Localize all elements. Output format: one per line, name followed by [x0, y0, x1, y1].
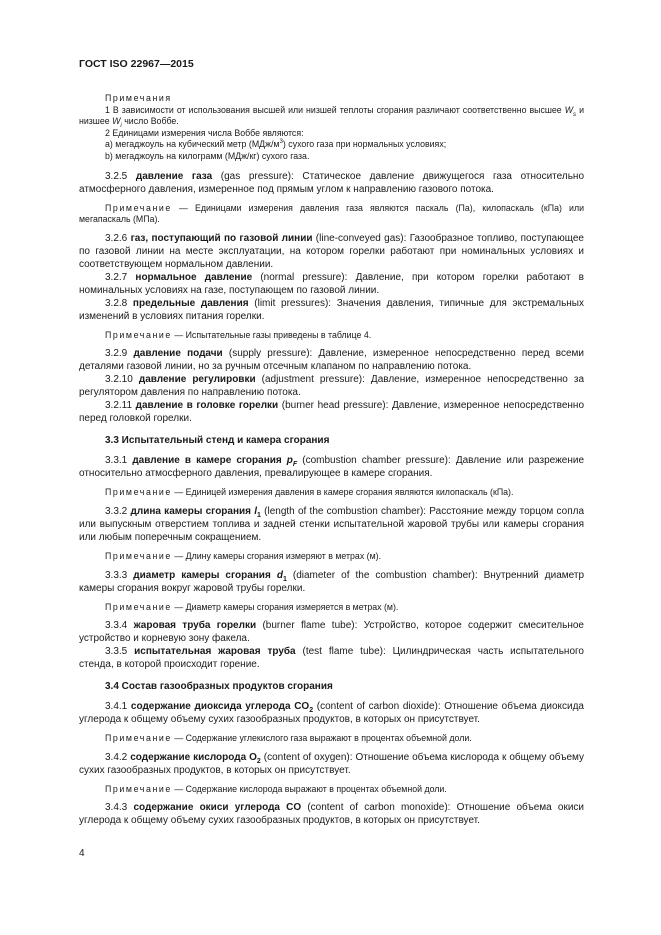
clause-3-2-8: 3.2.8 предельные давления (limit pressures): Значения давления, типичные для экстремальных изменений в условиях питания горелки.: [79, 297, 584, 322]
clause-3-2-5: 3.2.5 давление газа (gas pressure): Статическое давление движущегося газа относительно атмосферного давления, измеренное под прямым углом к направлению газового потока.: [79, 170, 585, 195]
note-2b: b) мегаджоуль на килограмм (МДж/кг) сухого газа.: [105, 150, 310, 161]
note-3-4-1: Примечание — Содержание углекислого газа выражают в процентах объемной доли.: [105, 733, 472, 744]
clause-3-2-9: 3.2.9 давление подачи (supply pressure): Давление, измеренное непосредственно перед всеми деталями газовой линии, но за ручным отсечным клапаном по направлению потока.: [79, 348, 585, 373]
clause-3-2-6: 3.2.6 газ, поступающий по газовой линии (line-conveyed gas): Газообразное топливо, поступающее по газовой линии на месте эксплуатации, на котором горелки работают при номинальных условиях и соответствующем нормальном давлении.: [79, 232, 584, 270]
clause-3-3-3: 3.3.3 диаметр камеры сгорания $d_1$ (diameter of the combustion chamber): Внутренний диаметр камеры сгорания вокруг жаровой трубы горелки.: [79, 569, 585, 594]
note-3-4-2: Примечание — Содержание кислорода выражают в процентах объемной доли.: [105, 783, 447, 794]
note-2: 2 Единицами измерения числа Воббе являются:: [105, 127, 304, 138]
clause-3-2-10: 3.2.10 давление регулировки (adjustment pressure): Давление, измеренное непосредственно за регулятором давления по направлению потока.: [79, 374, 585, 399]
section-heading-3-3: 3.3 Испытательный стенд и камера сгорания: [105, 435, 330, 447]
section-heading-3-4: 3.4 Состав газообразных продуктов сгорания: [105, 681, 333, 693]
note-3-3-2: Примечание — Длину камеры сгорания измеряют в метрах (м).: [105, 550, 382, 561]
note-3-3-1: Примечание — Единицей измерения давления в камере сгорания являются килопаскаль (кПа).: [105, 487, 514, 498]
page-number: 4: [79, 848, 85, 859]
note-2a: а) мегаджоуль на кубический метр $(МДж/м^3)$ сухого газа при нормальных условиях;: [105, 138, 447, 150]
clause-3-3-2: 3.3.2 длина камеры сгорания $l_1$ (length of the combustion chamber): Расстояние между торцом сопла или выпускным отверстием топлива и задней стенки испытательной жаровой трубы или камеры сгорания или любым поперечным сокращением.: [79, 505, 585, 543]
clause-3-4-1: 3.4.1 содержание диоксида углерода $CO_2$ (content of carbon dioxide): Отношение объема диоксида углерода к общему объему сухих газообразных продуктов, в которых он присутствует.: [79, 701, 584, 726]
standard-header: ГОСТ ISO 22967—2015: [79, 58, 194, 70]
clause-3-4-3: 3.4.3 содержание окиси углерода CO (content of carbon monoxide): Отношение объема окиси углерода к общему объему сухих газообразных продуктов, в которых он присутствует.: [79, 802, 584, 827]
clause-3-3-1: 3.3.1 давление в камере сгорания $p_F$ (combustion chamber pressure): Давление или разрежение относительно атмосферного давления, превалирующее в камере сгорания.: [79, 455, 585, 480]
clause-3-3-4: 3.3.4 жаровая труба горелки (burner flame tube): Устройство, которое содержит смесительное устройство и корневую зону факела.: [79, 620, 584, 645]
notes-block: [79, 93, 584, 163]
clause-3-2-11: 3.2.11 давление в головке горелки (burner head pressure): Давление, измеренное непосредственно перед головкой горелки.: [79, 400, 585, 425]
notes-title: Примечания: [105, 93, 172, 103]
document-body: [79, 93, 584, 827]
note-3-2-5: Примечание — Единицами измерения давления газа являются паскаль (Па), килопаскаль (кПа) или мегапаскаль (МПа).: [79, 202, 584, 225]
clause-3-2-7: 3.2.7 нормальное давление (normal pressure): Давление, при котором горелки работают в номинальных условиях на газе, поступающем по газовой линии.: [79, 271, 584, 296]
note-3-2-8: Примечание — Испытательные газы приведены в таблице 4.: [105, 329, 372, 340]
note-1: 1 В зависимости от использования высшей или низшей теплоты сгорания различают соответственно высшее $W_s$ и низшее $W_i$ число Воббе.: [79, 104, 584, 129]
note-3-3-3: Примечание — Диаметр камеры сгорания измеряется в метрах (м).: [105, 601, 399, 612]
clause-3-4-2: 3.4.2 содержание кислорода $O_2$ (content of oxygen): Отношение объема кислорода к общему объему сухих газообразных продуктов, в которых он присутствует.: [79, 751, 585, 776]
clause-3-3-5: 3.3.5 испытательная жаровая труба (test flame tube): Цилиндрическая часть испытательного стенда, в которой происходит горение.: [79, 646, 584, 671]
